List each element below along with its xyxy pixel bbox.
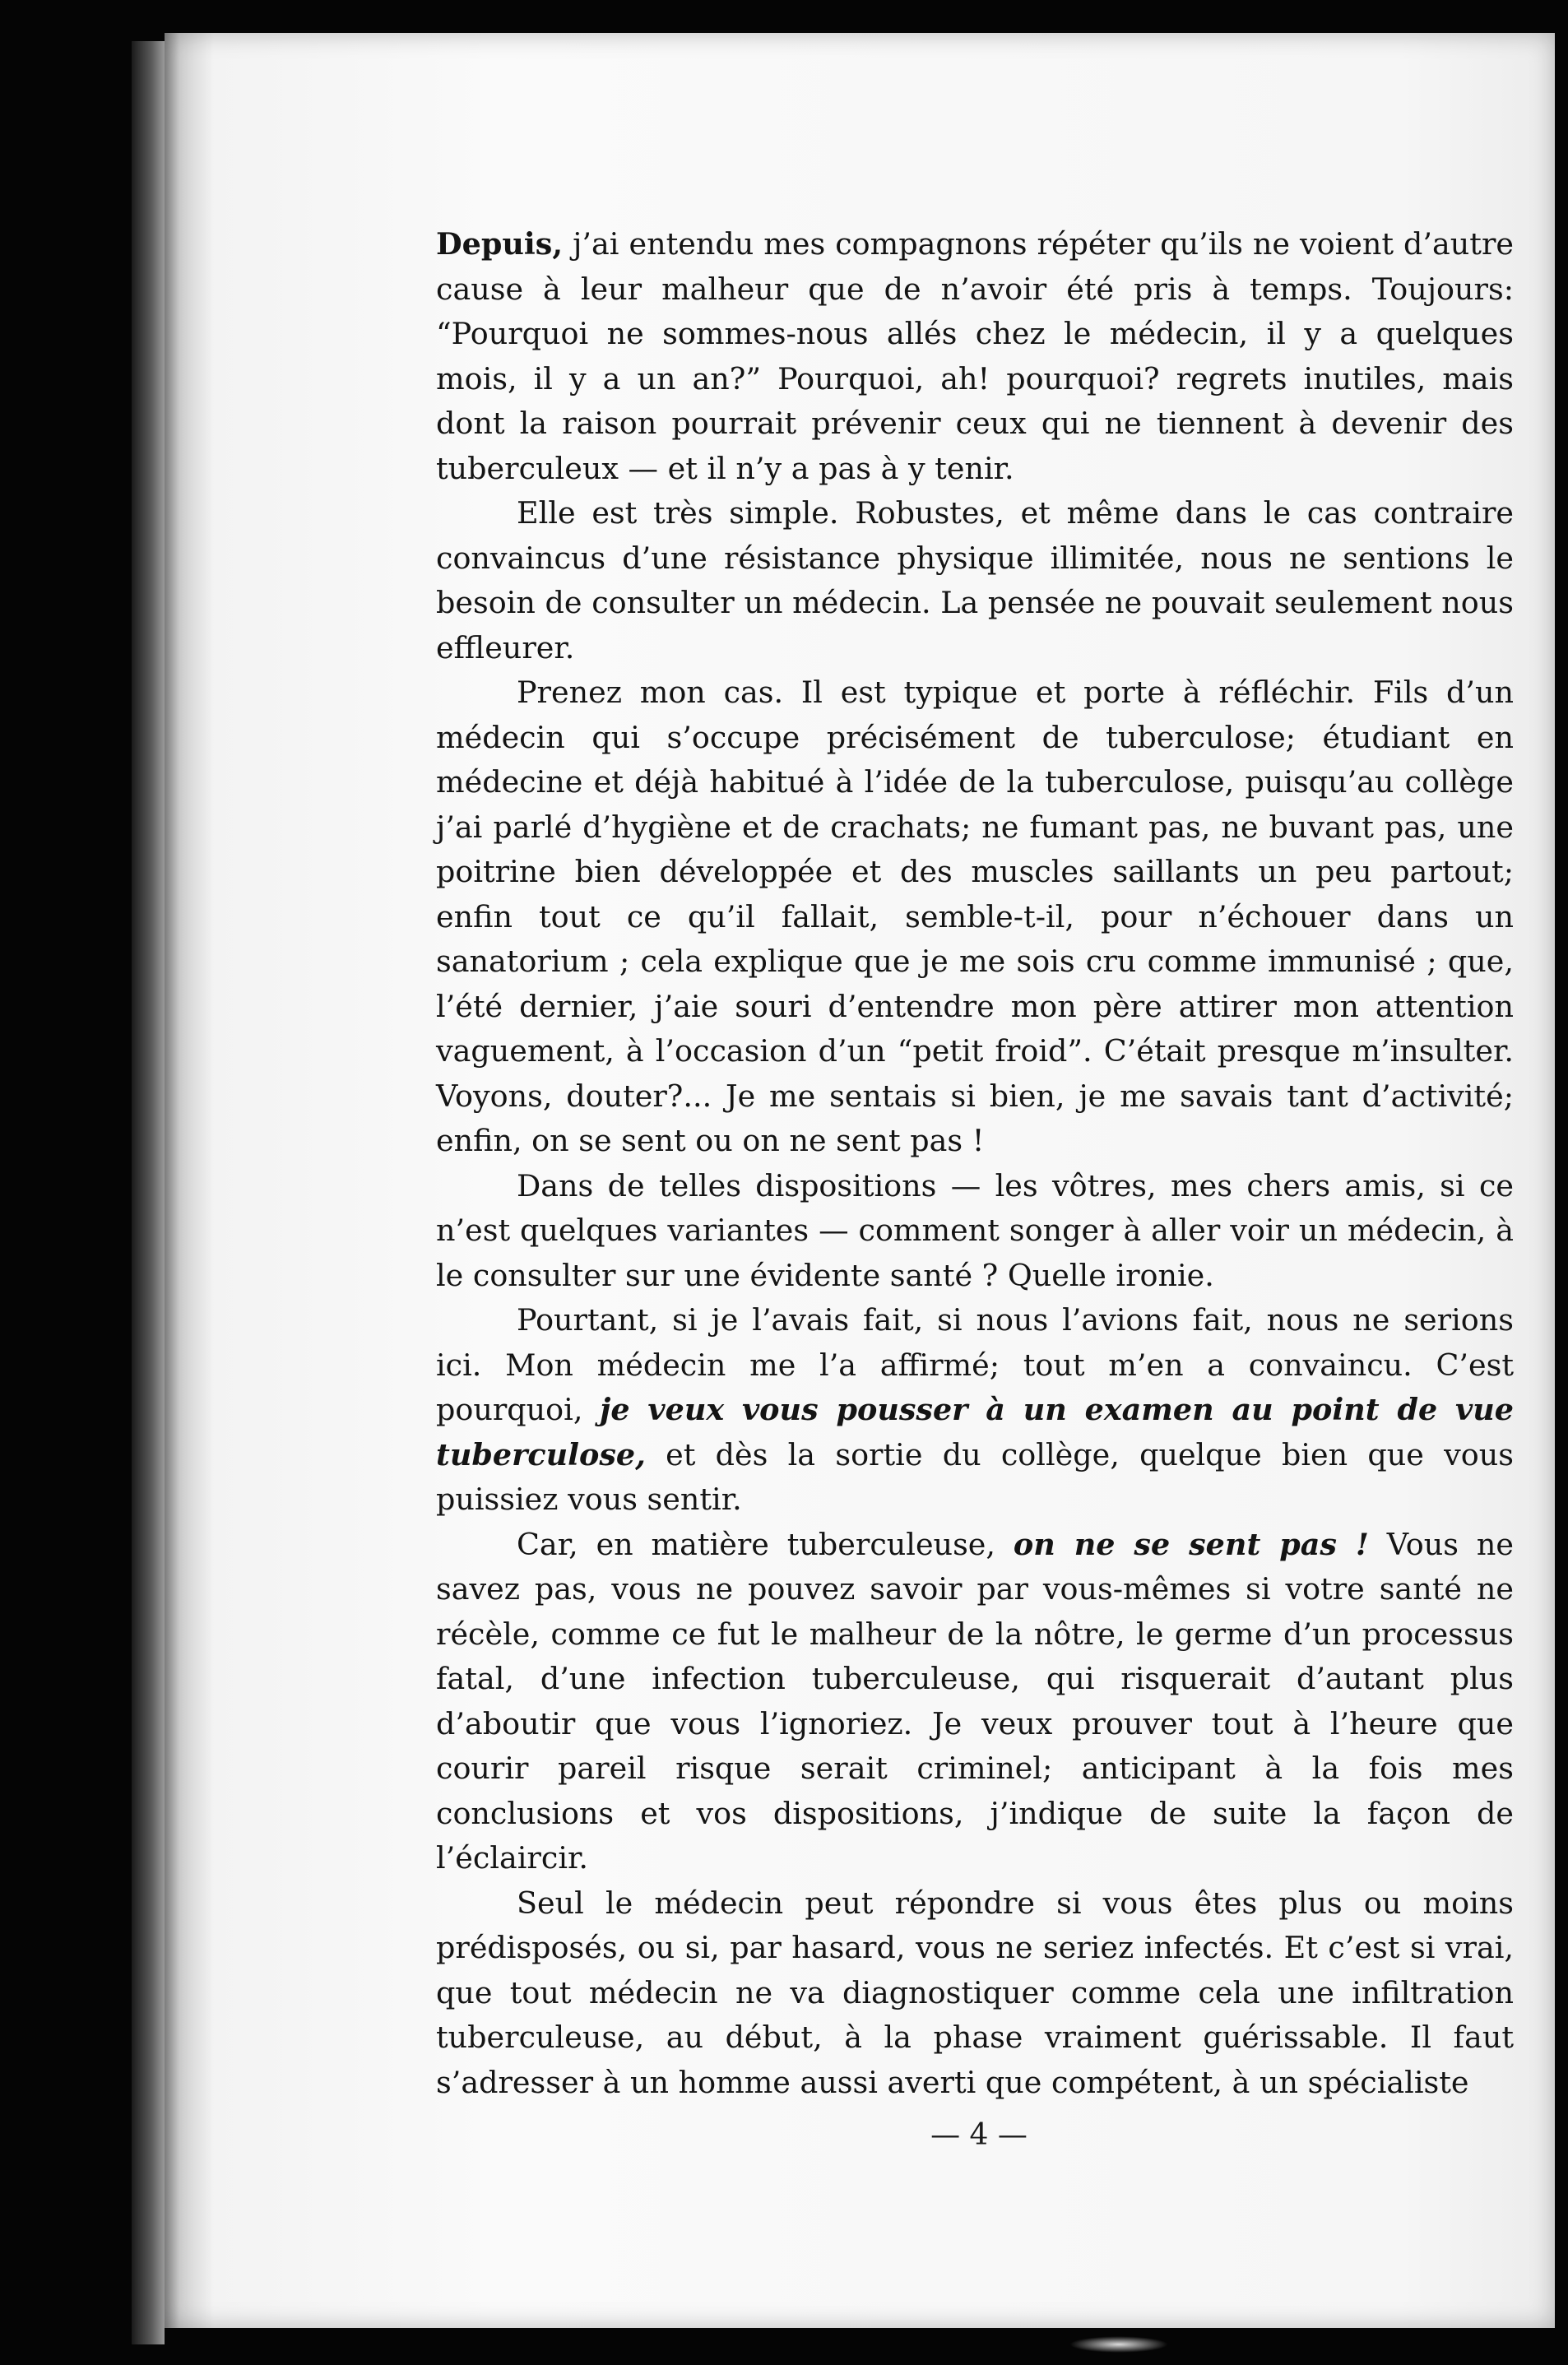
page-number: — 4 — (930, 2118, 1028, 2152)
text-run: et dès la sortie du collège, quelque bien que vous puissiez vous sentir. (436, 1436, 1514, 1517)
page-binding-edge (132, 41, 165, 2344)
scan-blemish (1069, 2336, 1168, 2353)
text-run: Car, en matière tuberculeuse, (517, 1526, 1014, 1562)
text-run: Pourtant, si je l’avais fait, si nous l’avions fait, nous ne serions ici. Mon médecin me l’a affirmé; tout m’en a convaincu. C’est pourquoi, (436, 1302, 1514, 1427)
emphasis-text: je veux vous pousser à un examen au point de vue tuberculose, (436, 1392, 1514, 1472)
text-run: Vous ne savez pas, vous ne pouvez savoir par vous-mêmes si votre santé ne récèle, comme ce fut le malheur de la nôtre, le germe d’un processus fatal, d’une infection tuberculeuse, qui risquerait d’autant plus d’aboutir que vous l’ignoriez. Je veux prouver tout à l’heure que courir pareil risque serait criminel; anticipant à la fois mes conclusions et vos dispositions, j’indique de suite la façon de l’éclaircir. (436, 1526, 1514, 1876)
paragraph (436, 1881, 1514, 2106)
paragraph (436, 1523, 1514, 1881)
paragraph (436, 1298, 1514, 1523)
paragraph (436, 491, 1514, 670)
text-run: j’ai entendu mes compagnons répéter qu’ils ne voient d’autre cause à leur malheur que de n’avoir été pris à temps. Toujours: “Pourquoi ne sommes-nous allés chez le médecin, il y a quelques mois, il y a un an?” Pourquoi, ah! pourquoi? regrets inutiles, mais dont la raison pourrait prévenir ceux qui ne tiennent à devenir des tuberculeux — et il n’y a pas à y tenir. (436, 226, 1514, 486)
text-run: Elle est très simple. Robustes, et même dans le cas contraire convaincus d’une résistance physique illimitée, nous ne sentions le besoin de consulter un médecin. La pensée ne pouvait seulement nous effleurer. (436, 495, 1514, 665)
paragraph (436, 1164, 1514, 1299)
text-run: Prenez mon cas. Il est typique et porte à réfléchir. Fils d’un médecin qui s’occupe précisément de tuberculose; étudiant en médecine et déjà habitué à l’idée de la tuberculose, puisqu’au collège j’ai parlé d’hygiène et de crachats; ne fumant pas, ne buvant pas, une poitrine bien développée et des muscles saillants un peu partout; enfin tout ce qu’il fallait, semble-t-il, pour n’échouer dans un sanatorium ; cela explique que je me sois cru comme immunisé ; que, l’été dernier, j’aie souri d’entendre mon père attirer mon attention vaguement, à l’occasion d’un “petit froid”. C’était presque m’insulter. Voyons, douter?... Je me sentais si bien, je me savais tant d’activité; enfin, on se sent ou on ne sent pas ! (436, 675, 1514, 1158)
paragraph (436, 670, 1514, 1164)
emphasis-text: on ne se sent pas ! (1013, 1526, 1369, 1562)
body-text (436, 222, 1514, 2105)
bold-text: Depuis, (436, 226, 564, 262)
paragraph (436, 222, 1514, 491)
text-run: Dans de telles dispositions — les vôtres, mes chers amis, si ce n’est quelques variantes — comment songer à aller voir un médecin, à le consulter sur une évidente santé ? Quelle ironie. (436, 1167, 1514, 1293)
text-run: Seul le médecin peut répondre si vous êtes plus ou moins prédisposés, ou si, par hasard, vous ne seriez infectés. Et c’est si vrai, que tout médecin ne va diagnostiquer comme cela une infiltration tuberculeuse, au début, à la phase vraiment guérissable. Il faut s’adresser à un homme aussi averti que compétent, à un spécialiste (436, 1885, 1514, 2100)
